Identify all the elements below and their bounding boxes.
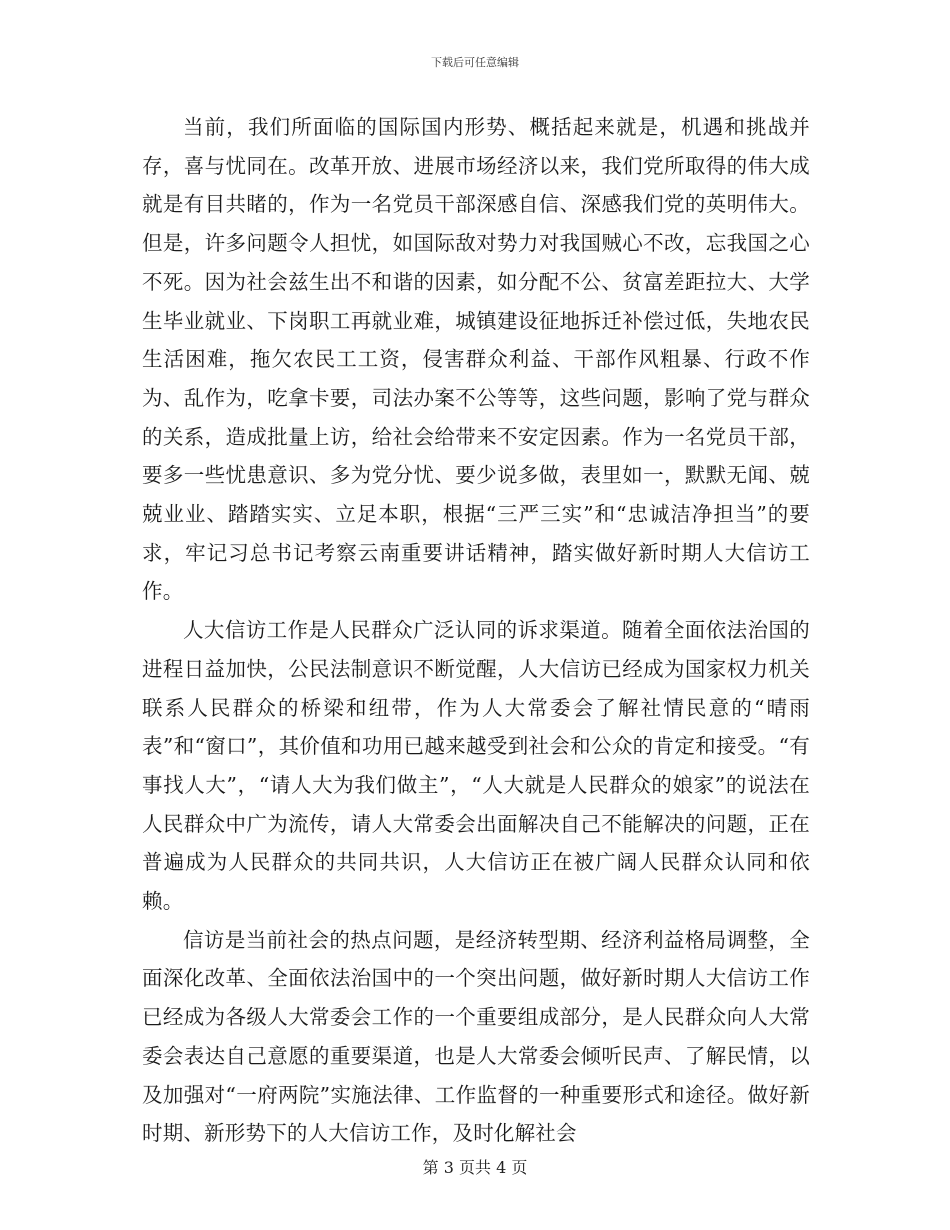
- page-number: 第 3 页共 4 页: [422, 1158, 528, 1177]
- paragraph: 人大信访工作是人民群众广泛认同的诉求渠道。随着全面依法治国的进程日益加快，公民法制意识不断觉醒，人大信访已经成为国家权力机关联系人民群众的桥梁和纽带，作为人大常委会了解社情民意的“晴雨表”和“窗口”，其价值和功用已越来越受到社会和公众的肯定和接受。“有事找人大”，“请人大为我们做主”，“人大就是人民群众的娘家”的说法在人民群众中广为流传，请人大常委会出面解决自己不能解决的问题，正在普遍成为人民群众的共同共识，人大信访正在被广阔人民群众认同和依赖。: [142, 618, 810, 914]
- paragraph: 信访是当前社会的热点问题，是经济转型期、经济利益格局调整，全面深化改革、全面依法治国中的一个突出问题，做好新时期人大信访工作已经成为各级人大常委会工作的一个重要组成部分，是人民群众向人大常委会表达自己意愿的重要渠道，也是人大常委会倾听民声、了解民情，以及加强对“一府两院”实施法律、工作监督的一种重要形式和途径。做好新时期、新形势下的人大信访工作，及时化解社会: [142, 927, 810, 1146]
- page-header: 下载后可任意编辑: [431, 56, 519, 69]
- paragraph: 当前，我们所面临的国际国内形势、概括起来就是，机遇和挑战并存，喜与忧同在。改革开放、进展市场经济以来，我们党所取得的伟大成就是有目共睹的，作为一名党员干部深感自信、深感我们党的英明伟大。但是，许多问题令人担忧，如国际敌对势力对我国贼心不改，忘我国之心不死。因为社会兹生出不和谐的因素，如分配不公、贫富差距拉大、大学生毕业就业、下岗职工再就业难，城镇建设征地拆迁补偿过低，失地农民生活困难，拖欠农民工工资，侵害群众利益、干部作风粗暴、行政不作为、乱作为，吃拿卡要，司法办案不公等等，这些问题，影响了党与群众的关系，造成批量上访，给社会给带来不安定因素。作为一名党员干部，要多一些忧患意识、多为党分忧、要少说多做，表里如一，默默无闻、兢兢业业、踏踏实实、立足本职，根据“三严三实”和“忠诚洁净担当”的要求，牢记习总书记考察云南重要讲话精神，踏实做好新时期人大信访工作。: [142, 115, 810, 604]
- document-body: [142, 108, 810, 1153]
